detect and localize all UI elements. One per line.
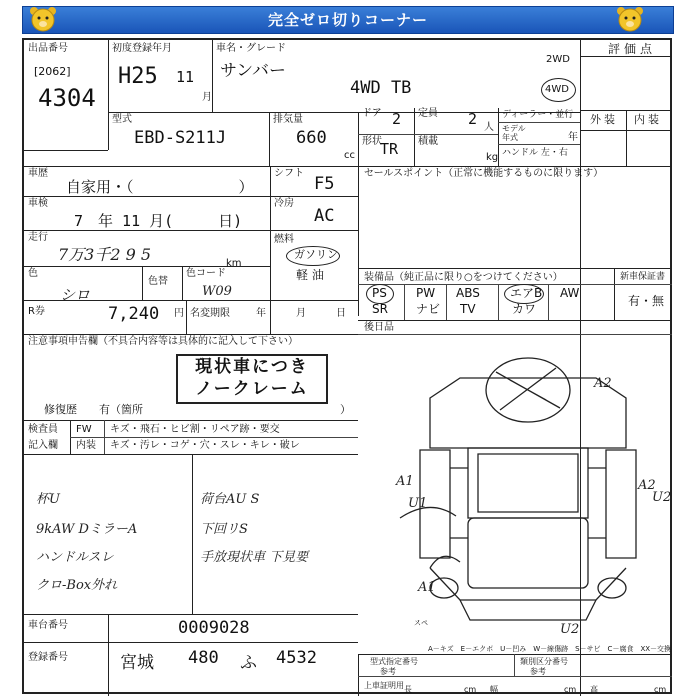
sales-points-label: セールスポイント（正常に機能するものに限ります）: [364, 168, 604, 179]
diag-label-spare: スペ: [414, 619, 428, 627]
dim-cm-3: cm: [654, 685, 667, 694]
doors-label: ドア: [362, 108, 382, 119]
remark-3: ハンドルスレ: [36, 550, 114, 565]
model-value: EBD-S211J: [134, 128, 227, 148]
km-unit: km: [226, 258, 242, 269]
recycle-value: 7,240: [108, 304, 160, 324]
car-label: 車名・グレード: [216, 43, 286, 54]
fuel-diesel: 軽 油: [296, 268, 324, 282]
model-label: 型式: [112, 114, 132, 125]
inspection-label: 車検: [28, 198, 48, 209]
fw-label: FW: [76, 424, 92, 435]
mileage-label: 走行: [28, 232, 48, 243]
chassis-label: 車台番号: [28, 620, 68, 631]
diag-label-u1-left: U1: [408, 496, 428, 511]
lot-sub: [2062]: [34, 65, 71, 78]
dim-height: 高: [590, 685, 598, 694]
dim-cm-2: cm: [564, 685, 577, 694]
header-title: 完全ゼロ切りコーナー: [267, 11, 428, 29]
lot-label: 出品番号: [28, 43, 68, 54]
plate-class: 480: [188, 648, 219, 668]
ref-label-2: 参考: [530, 667, 546, 676]
car-name: サンバー: [220, 61, 286, 81]
fw-items: キズ・飛石・ヒビ割・リペア跡・要交: [110, 424, 280, 435]
displacement-label: 排気量: [273, 114, 303, 125]
ac-value: AC: [314, 206, 335, 226]
remark-right-3: 手放現状車 下見要: [200, 550, 309, 565]
capacity-value: 2: [468, 110, 478, 128]
inspection-value: 7 年 11 月( 日): [74, 212, 243, 230]
first-reg-month: 11: [176, 68, 195, 86]
spec-label: 型式指定番号: [370, 657, 418, 666]
capacity-label: 定員: [418, 108, 438, 119]
diag-label-a1-bottom: A1: [418, 580, 436, 595]
year-unit: 年: [568, 132, 578, 143]
capacity-unit: 人: [484, 122, 494, 133]
diag-label-a2-top: A2: [594, 376, 612, 391]
history-value: 自家用・（ ）: [66, 178, 254, 196]
rear-seat-label: 後日品: [364, 322, 394, 333]
model-year-label: モデル年式: [502, 124, 526, 142]
equip-tv: TV: [460, 302, 476, 316]
equip-aw: AW: [560, 286, 580, 300]
cc-unit: cc: [344, 150, 355, 161]
inspector-label: 検査員: [28, 424, 58, 435]
interior-items: キズ・汚レ・コゲ・穴・スレ・キレ・破レ: [110, 440, 300, 451]
exterior-label: 外装: [590, 113, 618, 126]
warranty-label: 新車保証書: [620, 272, 666, 282]
shift-value: F5: [314, 174, 335, 194]
doors-value: 2: [392, 110, 402, 128]
fuel-label: 燃料: [274, 234, 294, 245]
plate-label: 登録番号: [28, 652, 68, 663]
drive-4wd-value: 4WD: [545, 84, 569, 95]
remark-right-1: 荷台AU S: [200, 492, 260, 507]
mileage-value: 7万3千2 9 5: [58, 245, 152, 264]
stamp-line1: 現状車につき: [195, 357, 309, 377]
first-reg-label: 初度登録年月: [112, 43, 172, 54]
entry-label: 記入欄: [28, 440, 58, 451]
name-change-value: 年 月 日: [256, 308, 346, 319]
shape-value: TR: [380, 140, 399, 158]
yen-unit: 円: [174, 308, 184, 319]
month-unit: 月: [202, 92, 212, 103]
fuel-gas: ガソリン: [294, 248, 338, 261]
remark-right-2: 下回リS: [200, 522, 248, 537]
diag-label-a2-right: A2: [638, 478, 656, 493]
color-label: 色: [28, 268, 38, 279]
kg-unit: kg: [486, 152, 499, 163]
shape-label: 形状: [362, 136, 382, 147]
bear-icon: [28, 5, 58, 33]
damage-legend: A－キズ E－エクボ U－凹み W－線傷跡 S－サビ C－腐食 XX－交換: [428, 645, 672, 653]
repair-close: ）: [340, 403, 351, 416]
plate-kana: ふ: [240, 653, 257, 673]
name-change-label: 名変期限: [190, 308, 230, 319]
remark-4: クロ-Box外れ: [36, 578, 118, 593]
stamp-line2: ノークレーム: [195, 379, 309, 399]
notes-label: 注意事項申告欄（不具合内容等は具体的に記入して下さい）: [28, 336, 298, 347]
grade: 4WD TB: [350, 78, 412, 98]
equip-sr: SR: [372, 302, 388, 316]
equip-pw: PW: [416, 286, 436, 300]
diag-label-a1-left: A1: [396, 474, 414, 489]
plate-number: 4532: [276, 648, 317, 668]
score-label: 評価点: [608, 42, 657, 56]
bear-icon: [615, 5, 645, 33]
auction-sheet: [22, 38, 672, 694]
dealer-label: ディーラー・並行: [502, 110, 574, 120]
drive-2wd-label: 2WD: [546, 54, 570, 65]
equip-abs: ABS: [456, 286, 480, 300]
diag-label-u2-bottom: U2: [560, 622, 580, 637]
header-banner: [22, 6, 674, 34]
lot-number: 4304: [38, 84, 96, 112]
ref-label-1: 参考: [380, 667, 396, 676]
plate-region: 宮城: [120, 653, 154, 673]
color-code-label: 色コード: [186, 268, 226, 279]
dim-width: 幅: [490, 685, 498, 694]
displacement-value: 660: [296, 128, 327, 148]
interior-items-label: 内装: [76, 440, 96, 451]
dim-cm-1: cm: [464, 685, 477, 694]
shift-label: シフト: [274, 168, 304, 179]
equip-leather: カワ: [512, 302, 537, 316]
reg-date-label: 上車証明用: [364, 681, 404, 690]
ac-label: 冷房: [274, 198, 294, 209]
color-code-value: W09: [202, 284, 232, 299]
load-label: 積載: [418, 136, 438, 147]
recycle-label: R券: [28, 306, 45, 317]
equip-ps: PS: [372, 286, 387, 300]
equipment-label: 装備品（純正品に限り○をつけてください）: [364, 272, 563, 283]
equip-navi: ナビ: [416, 302, 441, 316]
equip-airbag: エアB: [510, 286, 543, 300]
repair-label: 修復歴 有（箇所: [44, 403, 143, 416]
diag-label-u2-right: U2: [652, 490, 672, 505]
stamp-no-claim: [176, 354, 328, 404]
interior-label: 内装: [634, 113, 662, 126]
first-reg-year: H25: [118, 64, 158, 89]
remark-1: 杯U: [36, 492, 60, 507]
color-value: シロ: [60, 286, 91, 304]
class-label: 類別区分番号: [520, 657, 568, 666]
remark-2: 9kAW DミラーA: [36, 522, 138, 537]
chassis-value: 0009028: [178, 618, 250, 638]
color-change-label: 色替: [148, 276, 168, 287]
dim-length: 長: [404, 685, 412, 694]
history-label: 車歴: [28, 168, 48, 179]
warranty-value: 有・無: [628, 294, 665, 308]
handle-label: ハンドル 左・右: [502, 148, 568, 158]
